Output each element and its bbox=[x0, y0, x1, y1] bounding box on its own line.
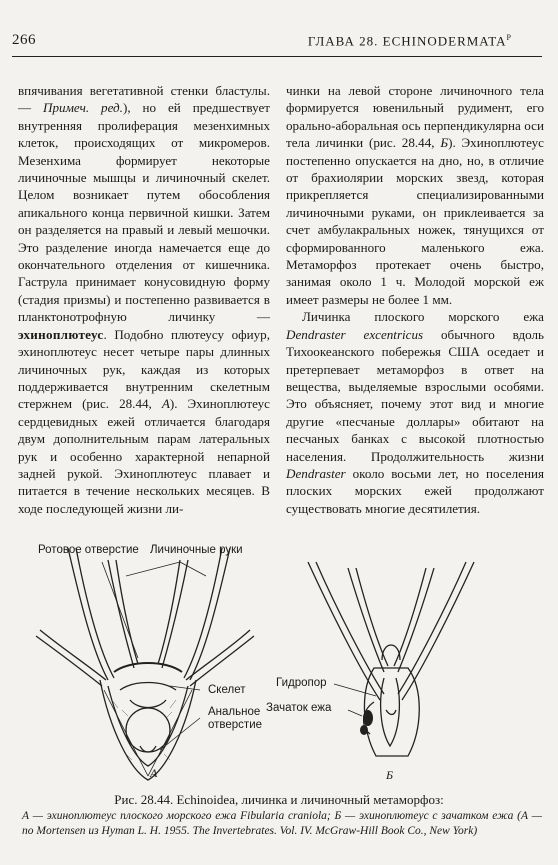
label-anus-line2: отверстие bbox=[208, 719, 263, 731]
text-run: впячивания вегетативной стенки бластулы. — bbox=[18, 83, 270, 116]
leader-line bbox=[160, 718, 200, 750]
figure-ref: Б bbox=[440, 135, 449, 151]
running-head bbox=[308, 33, 512, 49]
label-rudiment: Зачаток ежа bbox=[266, 702, 332, 714]
leader-line bbox=[126, 562, 180, 576]
text-run: ), но ей предшествует внутренняя пролиферация мезенхимных клеток, происходящих от микромеров. Мезенхима формирует некоторые личиночные мышцы и личиночный скелет. Целом возникает путем обособления апикального конца первичной кишки. Затем он разделяется на правый и левый мешочки. Это разделение иногда намечается еще до окончательного отделения от кишечника. Гаструла принимает конусовидную форму (стадия призмы) и постепенно развивается в планктонотрофную личинку — bbox=[18, 100, 270, 325]
figure-ref: А bbox=[161, 396, 170, 412]
species-name: Dendraster excentricus bbox=[286, 326, 424, 342]
label-skeleton: Скелет bbox=[208, 684, 246, 696]
text-run: . Подобно плютеусу офиур, эхиноплютеус несет четыре пары длинных личиночных рук, каждая из которых поддерживается внутренним скелетным стержнем (рис. 28.44, bbox=[18, 326, 270, 412]
label-hydropore: Гидропор bbox=[276, 677, 327, 689]
figure-caption-title: Рис. 28.44. Echinoidea, личинка и личиночный метаморфоз: bbox=[114, 792, 444, 807]
text-run: около восьми лет, но поселения плоских морских ежей продолжают существовать многие десятилетия. bbox=[286, 465, 544, 516]
text-run: ). Эхиноплютеус постепенно опускается на дно, но, в отличие от брахиолярии морских звезд, которая прикрепляется специализированными личиночными руками, он приклеивается за счет амбулакральных ножек, тянущихся от сформированного маленького ежа. Метаморфоз протекает очень быстро, занимая около 1 ч. Молодой морской еж имеет размеры не более 1 мм. bbox=[286, 135, 544, 307]
right-paragraph-2 bbox=[286, 308, 544, 517]
left-column bbox=[18, 82, 270, 517]
panel-letter-a: А bbox=[150, 766, 158, 780]
term-echinopluteus: эхиноплютеус bbox=[18, 326, 104, 342]
text-run: чинки на левой стороне личиночного тела формируется ювенильный рудимент, его орально-аборальная ось перпендикулярна оси тела личинки (рис. 28.44, bbox=[286, 83, 544, 151]
genus-name: Dendraster bbox=[286, 465, 346, 481]
text-run: Личинка плоского морского ежа bbox=[302, 309, 544, 325]
editor-note: Примеч. ред. bbox=[43, 100, 123, 116]
leader-line bbox=[334, 684, 376, 696]
figure-panel-b bbox=[266, 560, 490, 786]
right-column bbox=[286, 82, 544, 517]
figure-panel-a bbox=[30, 540, 263, 788]
echinopluteus-with-rudiment-drawing bbox=[290, 560, 490, 766]
figure-caption-body: А — эхиноплютеус плоского морского ежа Fibularia craniola; Б — эхиноплютеус с зачатком ежа (А — по Mortensen из Hyman L. H. 1955. The Invertebrates. Vol. IV. McGraw-Hill Book Co., New York) bbox=[22, 810, 542, 837]
page-number: 266 bbox=[12, 32, 36, 48]
label-mouth: Ротовое отверстие bbox=[38, 544, 139, 556]
running-head-text: ГЛАВА 28. ECHINODERMATA bbox=[307, 33, 507, 49]
label-larval-arms: Личиночные руки bbox=[150, 544, 243, 556]
page-header bbox=[12, 30, 542, 57]
running-head-superscript: Р bbox=[506, 33, 512, 42]
leader-line bbox=[180, 562, 206, 576]
right-paragraph-1 bbox=[286, 82, 544, 308]
text-run: ). Эхиноплютеус сердцевидных ежей отличается благодаря двум дополнительным парам латеральных рук и особенно характерной непарной задней рукой. Эхиноплютеус плавает и питается в течение нескольких месяцев. В ходе последующей жизни ли- bbox=[18, 396, 270, 516]
leader-line bbox=[348, 710, 362, 716]
text-run: обычного вдоль Тихоокеанского побережья США оседает и претерпевает метаморфоз в ответ на вещества, выделяемые взрослыми особями. Это объясняет, почему этот вид и многие другие «песчаные доллары» обитают на песчаных банках с высокой плотностью населения. Продолжительность жизни bbox=[286, 326, 544, 464]
panel-letter-b: Б bbox=[386, 768, 394, 782]
label-anus-line1: Анальное bbox=[208, 706, 261, 718]
left-paragraph bbox=[18, 82, 270, 517]
echinopluteus-drawing bbox=[30, 540, 263, 788]
leader-line bbox=[102, 562, 138, 658]
